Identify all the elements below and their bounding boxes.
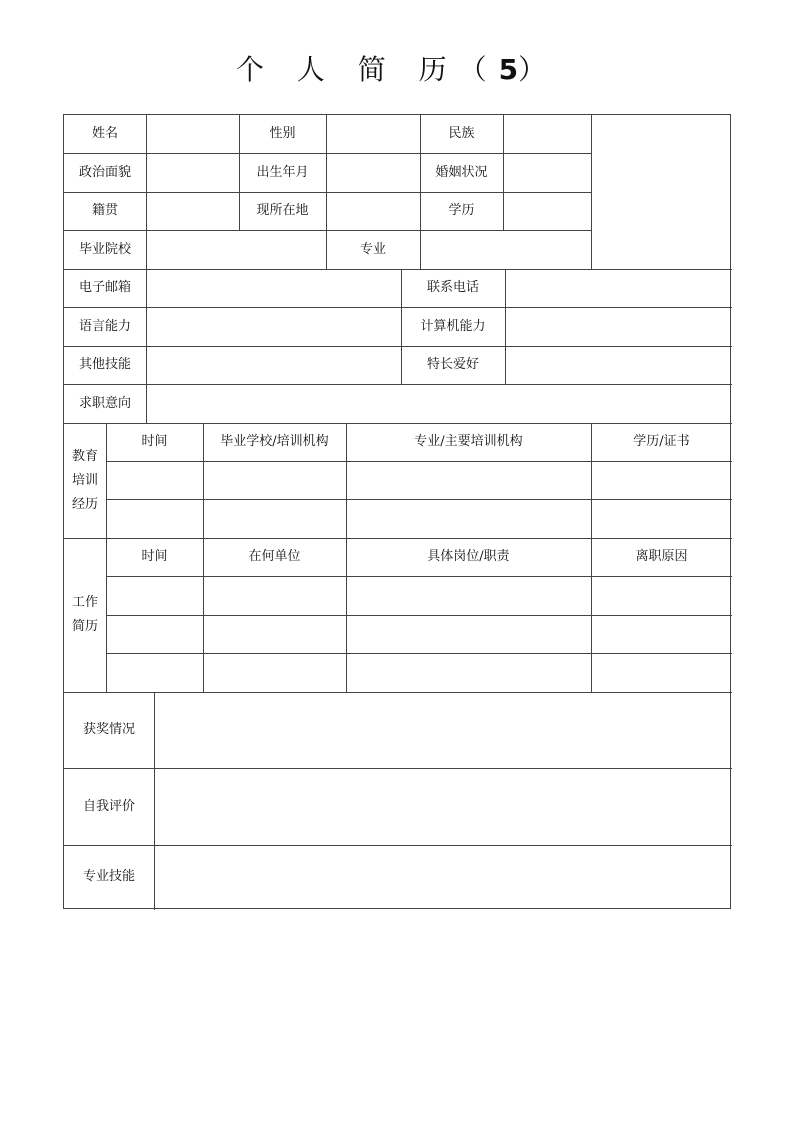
row-line (106, 615, 732, 616)
major-label: 专业 (359, 241, 386, 257)
self-eval-field[interactable] (154, 768, 732, 845)
email-field[interactable] (146, 269, 401, 307)
title-text: 个 人 简 历（ (235, 53, 499, 86)
row-line (106, 576, 732, 577)
other-skills-label: 其他技能 (78, 357, 131, 372)
edu-header-time: 时间 (141, 434, 168, 449)
degree-label: 学历 (448, 203, 475, 218)
birth-label: 出生年月 (256, 164, 309, 180)
row-line (106, 653, 732, 654)
residence-label: 现所在地 (256, 203, 309, 218)
email-label: 电子邮箱 (78, 280, 131, 295)
computer-field[interactable] (505, 307, 732, 346)
politics-label: 政治面貌 (78, 164, 131, 180)
edu-label-line: 经历 (71, 496, 98, 512)
work-header-duties: 具体岗位/职责 (427, 549, 510, 564)
row-line (106, 461, 732, 462)
work-header-employer: 在何单位 (248, 549, 301, 564)
name-label: 姓名 (91, 126, 118, 141)
work-label-line: 工作 (71, 595, 98, 610)
computer-label: 计算机能力 (420, 318, 486, 334)
work-label-line: 简历 (71, 619, 98, 634)
awards-label: 获奖情况 (82, 722, 135, 737)
school-field[interactable] (146, 230, 326, 269)
ethnicity-field[interactable] (503, 115, 591, 153)
native-label: 籍贯 (91, 203, 118, 218)
hobby-label: 特长爱好 (426, 357, 479, 372)
birth-field[interactable] (326, 153, 420, 192)
ethnicity-label: 民族 (448, 126, 475, 141)
work-header-leave-reason: 离职原因 (635, 549, 688, 564)
native-field[interactable] (146, 192, 239, 230)
job-intent-label: 求职意向 (78, 395, 131, 411)
row-line (106, 499, 732, 500)
edu-label-line: 教育 (71, 448, 98, 464)
edu-label-line: 培训 (71, 472, 98, 488)
gender-field[interactable] (326, 115, 420, 153)
language-field[interactable] (146, 307, 401, 346)
title-close: ） (518, 53, 559, 86)
education-section-label (64, 423, 106, 538)
phone-field[interactable] (505, 269, 732, 307)
photo-box[interactable] (591, 115, 732, 269)
hobby-field[interactable] (505, 346, 732, 384)
name-field[interactable] (146, 115, 239, 153)
work-section-label (64, 538, 106, 692)
gender-label: 性别 (269, 126, 296, 141)
work-header-time: 时间 (141, 549, 168, 564)
title-number: 5 (498, 53, 519, 86)
marital-field[interactable] (503, 153, 591, 192)
edu-header-major: 专业/主要培训机构 (414, 434, 523, 449)
self-eval-label: 自我评价 (82, 798, 135, 814)
major-field[interactable] (420, 230, 591, 269)
politics-field[interactable] (146, 153, 239, 192)
job-intent-field[interactable] (146, 384, 732, 423)
resume-form (63, 114, 731, 909)
pro-skills-field[interactable] (154, 845, 732, 909)
language-label: 语言能力 (78, 318, 131, 334)
edu-header-school: 毕业学校/培训机构 (220, 434, 329, 449)
residence-field[interactable] (326, 192, 420, 230)
pro-skills-label: 专业技能 (82, 869, 135, 884)
school-label: 毕业院校 (78, 241, 131, 257)
phone-label: 联系电话 (426, 280, 479, 295)
other-skills-field[interactable] (146, 346, 401, 384)
marital-label: 婚姻状况 (435, 164, 488, 180)
edu-header-degree: 学历/证书 (633, 434, 690, 449)
degree-field[interactable] (503, 192, 591, 230)
awards-field[interactable] (154, 692, 732, 768)
page-title (0, 48, 794, 88)
